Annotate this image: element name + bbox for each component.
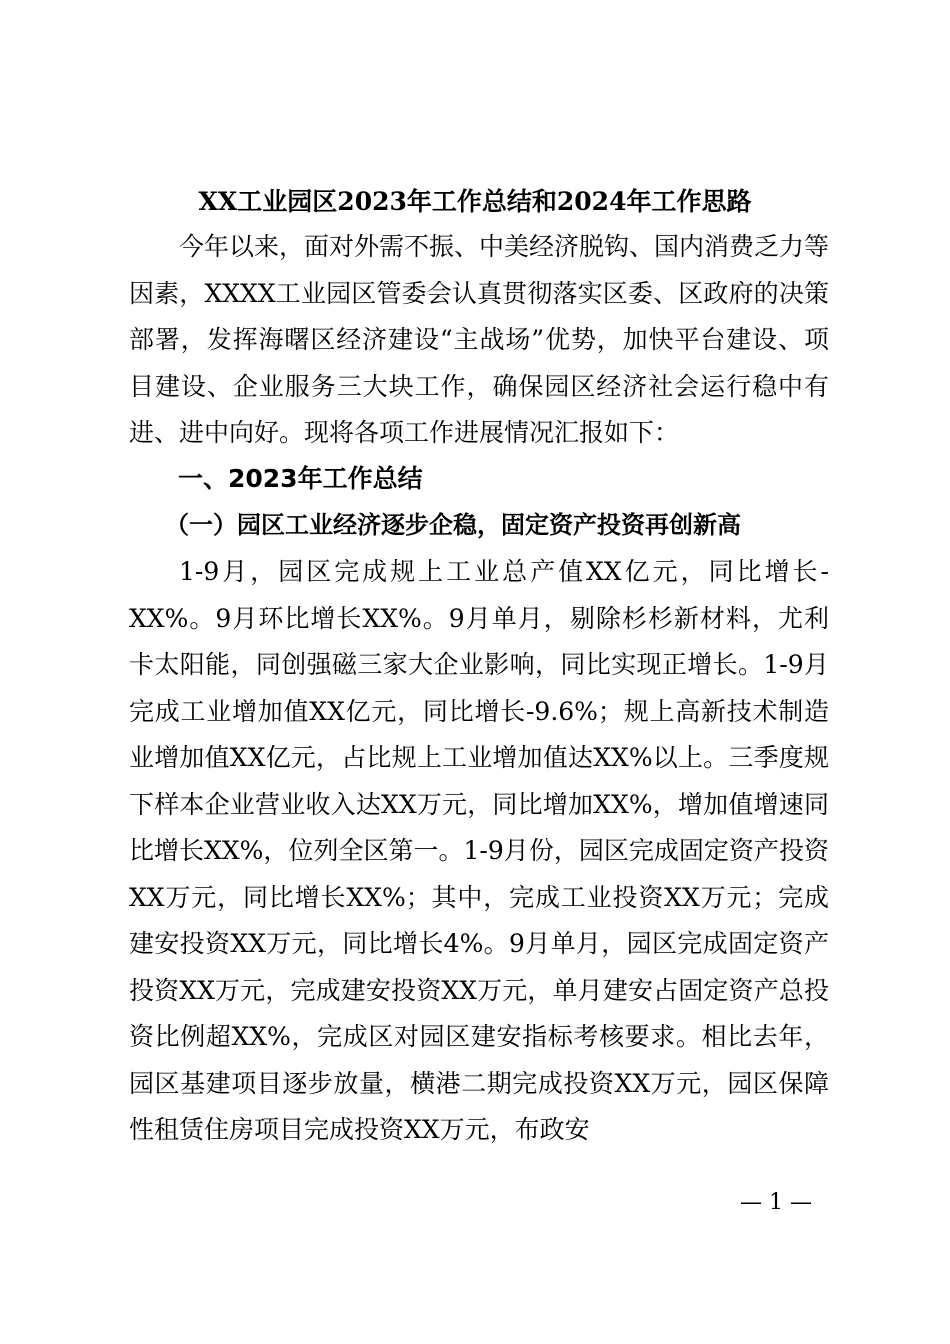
body-paragraph: 1-9月，园区完成规上工业总产值XX亿元，同比增长-XX%。9月环比增长XX%。9月单月，剔除杉杉新材料，尤利卡太阳能，同创强磁三家大企业影响，同比实现正增长。1-9月完成工业增加值XX亿元，同比增长-9.6%；规上高新技术制造业增加值XX亿元，占比规上工业增加值达XX%以上。三季度规下样本企业营业收入达XX万元，同比增加XX%，增加值增速同比增长XX%，位列全区第一。1-9月份，园区完成固定资产投资XX万元，同比增长XX%；其中，完成工业投资XX万元；完成建安投资XX万元，同比增长4%。9月单月，园区完成固定资产投资XX万元，完成建安投资XX万元，单月建安占固定资产总投资比例超XX%，完成区对园区建安指标考核要求。相比去年，园区基建项目逐步放量，横港二期完成投资XX万元，园区保障性租赁住房项目完成投资XX万元，布政安 [129, 557, 829, 1144]
document-title: XX工业园区2023年工作总结和2024年工作思路 [198, 187, 752, 216]
intro-paragraph: 今年以来，面对外需不振、中美经济脱钩、国内消费乏力等因素，XXXX工业园区管委会认真贯彻落实区委、区政府的决策部署，发挥海曙区经济建设“主战场”优势，加快平台建设、项目建设、企业服务三大块工作，确保园区经济社会运行稳中有进、进中向好。现将各项工作进展情况汇报如下： [129, 232, 830, 447]
page-number: — 1 — [740, 1190, 812, 1215]
section-heading: 一、2023年工作总结 [178, 464, 423, 493]
subsection-heading: （一）园区工业经济逐步企稳，固定资产投资再创新高 [165, 510, 741, 539]
